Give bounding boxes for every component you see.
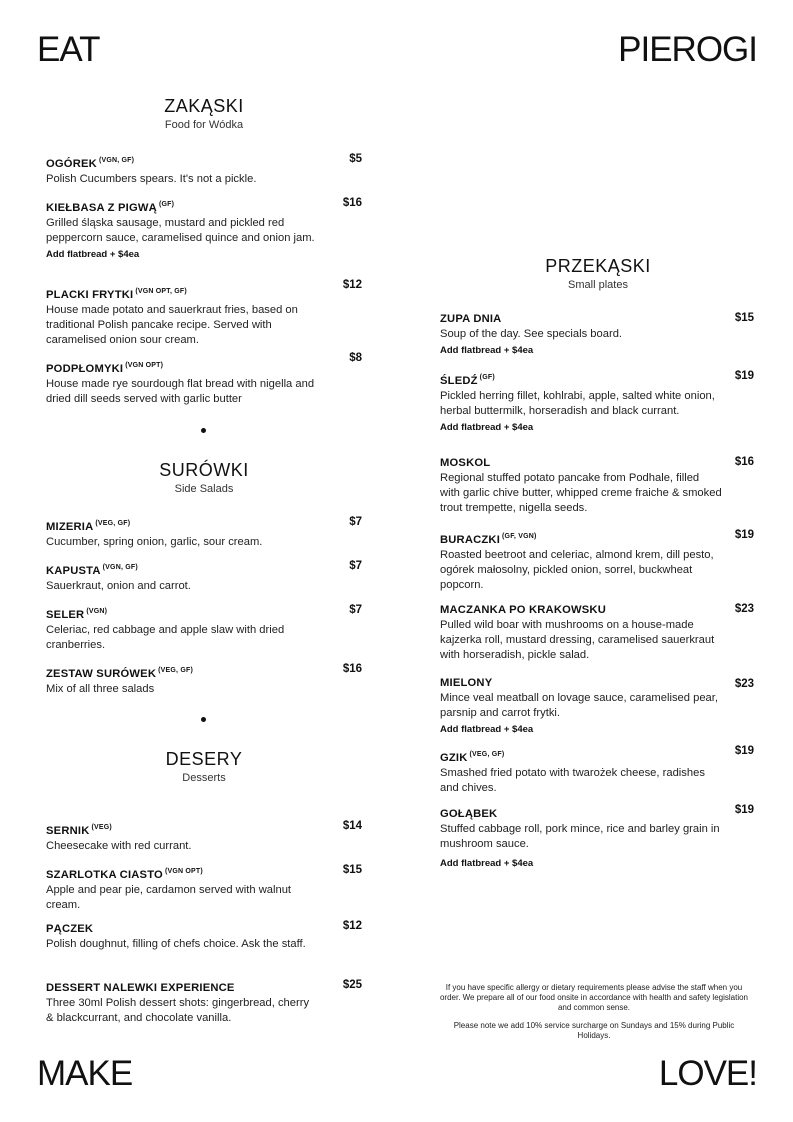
item-name: MACZANKA PO KRAKOWSKU [440,604,606,616]
corner-word-eat: EAT [37,30,100,69]
item-price: $15 [342,864,362,876]
item-name: KAPUSTA [46,565,101,577]
dietary-tag: (VEG) [91,824,112,831]
section-header-surowki [104,460,304,495]
menu-item-kapusta [46,560,316,594]
item-addon: Add flatbread + $4ea [440,724,534,735]
item-addon: Add flatbread + $4ea [440,422,534,433]
item-addon: Add flatbread + $4ea [440,345,534,356]
item-addon: Add flatbread + $4ea [46,249,140,260]
item-description: Three 30ml Polish dessert shots: gingerbread, cherry & blackcurrant, and chocolate vanilla. [46,997,310,1024]
item-name: PODPŁOMYKI [46,363,124,375]
item-price: $12 [342,920,362,932]
item-description: Apple and pear pie, cardamon served with walnut cream. [46,884,292,911]
section-divider-dot [201,717,206,722]
item-name: SERNIK [46,825,90,837]
item-name: MIZERIA [46,521,94,533]
item-description: Mince veal meatball on lovage sauce, caramelised pear, parsnip and carrot frytki. [440,692,718,719]
menu-item-buraczki [440,529,722,593]
item-name: PLACKI FRYTKI [46,289,134,301]
item-name: MIELONY [440,677,493,689]
item-description: Pickled herring fillet, kohlrabi, apple, salted white onion, herbal buttermilk, horseradish and black currant. [440,390,715,417]
item-name: OGÓREK [46,158,97,170]
section-title: PRZEKĄSKI [545,256,651,276]
dietary-tag: (VEG, GF) [95,520,131,527]
section-subtitle: Desserts [182,772,226,784]
section-subtitle: Side Salads [174,483,234,495]
dietary-tag: (VGN OPT, GF) [135,288,187,295]
allergy-note: If you have specific allergy or dietary requirements please advise the staff when you order. We prepare all of our food onsite in accordance with health and safety legislation and common sense. [439,983,749,1012]
menu-item-zupa-dnia [440,312,710,358]
item-description: Celeriac, red cabbage and apple slaw with dried cranberries. [46,624,285,651]
item-name: KIEŁBASA Z PIGWĄ [46,202,157,214]
menu-item-golabek [440,807,722,871]
item-price: $7 [349,560,362,572]
item-price: $19 [734,745,754,757]
item-description: Polish doughnut, filling of chefs choice. Ask the staff. [46,938,306,950]
section-divider-dot [201,428,206,433]
item-name: SELER [46,609,85,621]
menu-item-zestaw-surowek [46,663,316,697]
item-description: Sauerkraut, onion and carrot. [46,580,191,592]
menu-item-placki-frytki [46,284,316,348]
item-price: $16 [734,456,754,468]
item-name: MOSKOL [440,457,491,469]
dietary-tag: (GF) [479,374,495,381]
item-description: Soup of the day. See specials board. [440,328,623,340]
item-price: $7 [349,604,362,616]
item-price: $7 [349,516,362,528]
item-description: Roasted beetroot and celeriac, almond krem, dill pesto, ogórek małosolny, pickled onion, sorrel, buckwheat popcorn. [440,549,714,591]
menu-item-moskol [440,456,722,516]
item-name: SZARLOTKA CIASTO [46,869,163,881]
item-description: Cheesecake with red currant. [46,840,192,852]
section-title: DESERY [165,749,243,769]
menu-item-mielony [440,676,722,737]
dietary-tag: (VGN OPT) [125,362,164,369]
dietary-tag: (VEG, GF) [469,751,505,758]
item-price: $23 [734,603,754,615]
item-description: House made rye sourdough flat bread with nigella and dried dill seeds served with garlic butter [46,378,315,405]
dietary-tag: (VGN) [86,608,108,615]
surcharge-note: Please note we add 10% service surcharge on Sundays and 15% during Public Holidays. [453,1021,735,1040]
item-price: $12 [342,279,362,291]
menu-item-podplomyki [46,358,316,407]
item-name: ZESTAW SURÓWEK [46,668,157,680]
item-description: Grilled śląska sausage, mustard and pickled red peppercorn sauce, caramelised quince and onion jam. [46,217,315,244]
item-name: BURACZKI [440,534,501,546]
item-name: ZUPA DNIA [440,313,502,325]
item-description: Stuffed cabbage roll, pork mince, rice and barley grain in mushroom sauce. [440,823,720,850]
item-description: Polish Cucumbers spears. It's not a pickle. [46,173,257,185]
section-subtitle: Small plates [568,279,628,291]
item-price: $19 [734,804,754,816]
menu-item-sernik [46,820,316,854]
menu-item-kielbasa [46,197,316,262]
section-subtitle: Food for Wódka [164,119,244,131]
item-description: Cucumber, spring onion, garlic, sour cream. [46,536,263,548]
menu-item-ogorek [46,153,316,187]
item-price: $15 [734,312,754,324]
menu-item-sledz [440,370,722,435]
menu-item-seler [46,604,316,653]
dietary-tag: (VGN, GF) [98,157,135,164]
menu-item-dessert-nalewki [46,981,316,1026]
item-name: ŚLEDŹ [440,375,478,387]
corner-word-pierogi: PIEROGI [618,30,757,69]
dietary-tag: (GF, VGN) [502,533,537,540]
item-description: Regional stuffed potato pancake from Podhale, filled with garlic chive butter, whipped creme fraiche & smoked trout trempette, nigella seeds. [440,472,722,514]
menu-item-paczek [46,922,316,952]
dietary-tag: (GF) [158,201,175,208]
item-description: Smashed fried potato with twarożek cheese, radishes and chives. [440,767,705,794]
item-name: PĄCZEK [46,923,94,935]
item-price: $23 [734,678,754,690]
item-name: GOŁĄBEK [440,808,498,820]
item-price: $19 [734,370,754,382]
section-title: SURÓWKI [159,460,249,480]
section-header-przekaski [498,256,698,291]
section-title: ZAKĄSKI [164,96,244,116]
item-name: DESSERT NALEWKI EXPERIENCE [46,982,235,994]
item-addon: Add flatbread + $4ea [440,858,534,869]
item-price: $8 [349,352,362,364]
dietary-tag: (VGN, GF) [102,564,138,571]
item-price: $25 [342,979,362,991]
section-header-zakaski [104,96,304,131]
menu-item-szarlotka [46,864,316,913]
menu-item-gzik [440,747,722,796]
item-price: $14 [342,820,362,832]
dietary-tag: (VGN OPT) [164,868,203,875]
dietary-tag: (VEG, GF) [158,667,193,674]
item-description: Mix of all three salads [46,683,155,695]
item-price: $16 [342,663,362,675]
corner-word-love: LOVE! [658,1054,757,1093]
section-header-desery [104,749,304,784]
menu-item-mizeria [46,516,316,550]
item-description: Pulled wild boar with mushrooms on a house-made kajzerka roll, mustard dressing, caramelised sauerkraut with horseradish, pickle salad. [440,619,715,661]
item-name: GZIK [440,752,468,764]
menu-item-maczanka [440,603,722,663]
item-price: $19 [734,529,754,541]
corner-word-make: MAKE [37,1054,133,1093]
item-description: House made potato and sauerkraut fries, based on traditional Polish pancake recipe. Served with caramelised onion sour cream. [46,304,298,346]
item-price: $5 [349,153,362,165]
item-price: $16 [342,197,362,209]
